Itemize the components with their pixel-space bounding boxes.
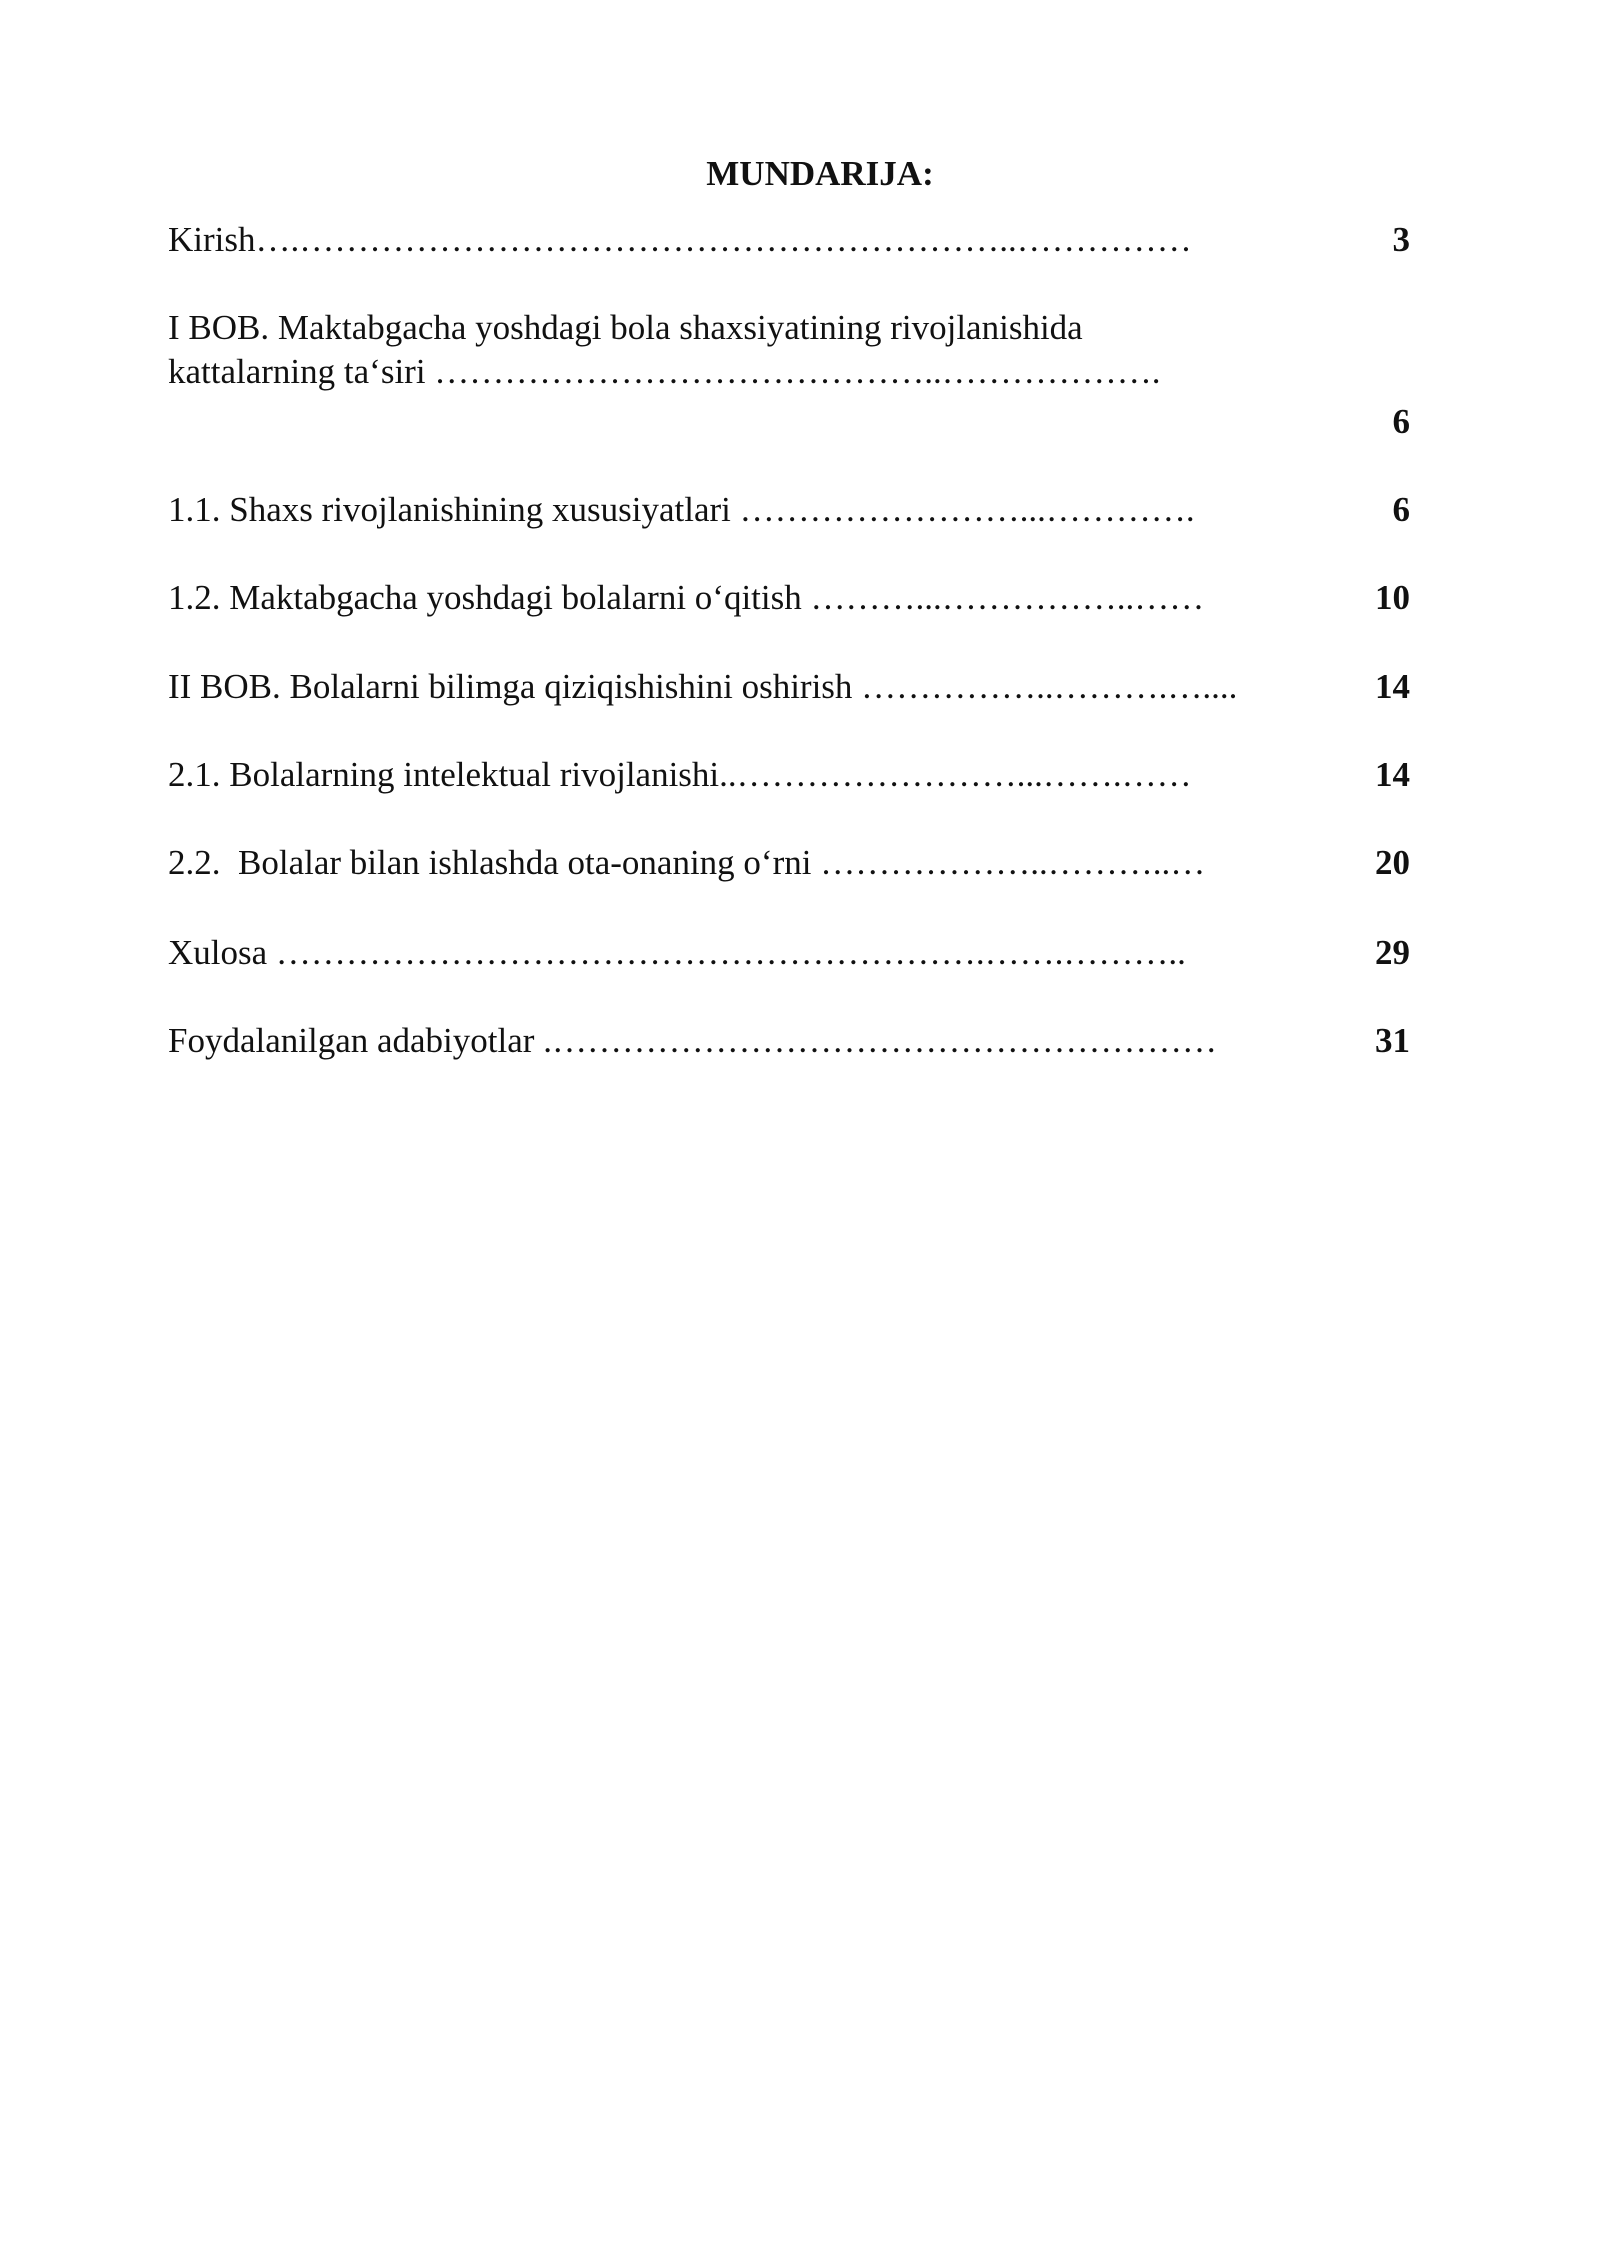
toc-page-number: 3 (1392, 220, 1410, 259)
toc-entry-chapter-2 (168, 665, 1322, 709)
toc-entry-text: 2.2. Bolalar bilan ishlashda ota-onaning oʻrni (168, 843, 812, 882)
toc-page-number: 6 (1392, 490, 1410, 529)
toc-leader-dots: ………………..………..… (811, 843, 1206, 882)
toc-leader-dots: …………………………………………………….…….……….. (267, 933, 1186, 972)
toc-entry-text: II BOB. Bolalarni bilimga qiziqishishini oshirish (168, 667, 853, 706)
toc-entry-text: Foydalanilgan adabiyotlar (168, 1021, 535, 1060)
toc-entry-text: 2.1. Bolalarning intelektual rivojlanishi.. (168, 755, 737, 794)
toc-page-number: 20 (1375, 843, 1410, 882)
toc-entry-section-1-1 (168, 488, 1322, 532)
toc-leader-dots: ……………..……….….... (852, 667, 1238, 706)
toc-entry-xulosa (168, 931, 1322, 975)
toc-entry-chapter-1 (168, 306, 1322, 350)
toc-entry-chapter-1-line2 (168, 350, 1322, 394)
toc-leader-dots: ….……………………………………………………..…………… (255, 220, 1192, 259)
toc-leader-dots: ……………………………………..………………. (425, 352, 1161, 391)
toc-entry-text-continued: kattalarning taʻsiri (168, 352, 426, 391)
toc-entry-text: 1.2. Maktabgacha yoshdagi bolalarni oʻqitish (168, 578, 802, 617)
toc-page-number: 6 (1392, 402, 1410, 441)
toc-entry-text: Kirish (168, 220, 256, 259)
toc-entry-section-2-1 (168, 753, 1322, 797)
toc-title: MUNDARIJA: (706, 154, 934, 193)
toc-entry-text: I BOB. Maktabgacha yoshdagi bola shaxsiyatining rivojlanishida (168, 308, 1083, 347)
toc-entry-section-2-2 (168, 841, 1322, 885)
toc-entry-references (168, 1019, 1322, 1063)
toc-page-number: 14 (1375, 667, 1410, 706)
toc-entry-kirish (168, 218, 1322, 262)
toc-page-number: 31 (1375, 1021, 1410, 1060)
toc-page-number: 29 (1375, 933, 1410, 972)
toc-leader-dots: .………………………………………………… (534, 1021, 1217, 1060)
toc-entry-text: 1.1. Shaxs rivojlanishining xususiyatlari (168, 490, 731, 529)
toc-leader-dots: ……………………...…….…… (736, 755, 1192, 794)
toc-page-number: 10 (1375, 578, 1410, 617)
toc-leader-dots: ……………………...…………. (730, 490, 1195, 529)
toc-page-number: 14 (1375, 755, 1410, 794)
toc-entry-section-1-2 (168, 576, 1322, 620)
toc-entry-text: Xulosa (168, 933, 268, 972)
toc-leader-dots: ………...……………..…… (801, 578, 1205, 617)
